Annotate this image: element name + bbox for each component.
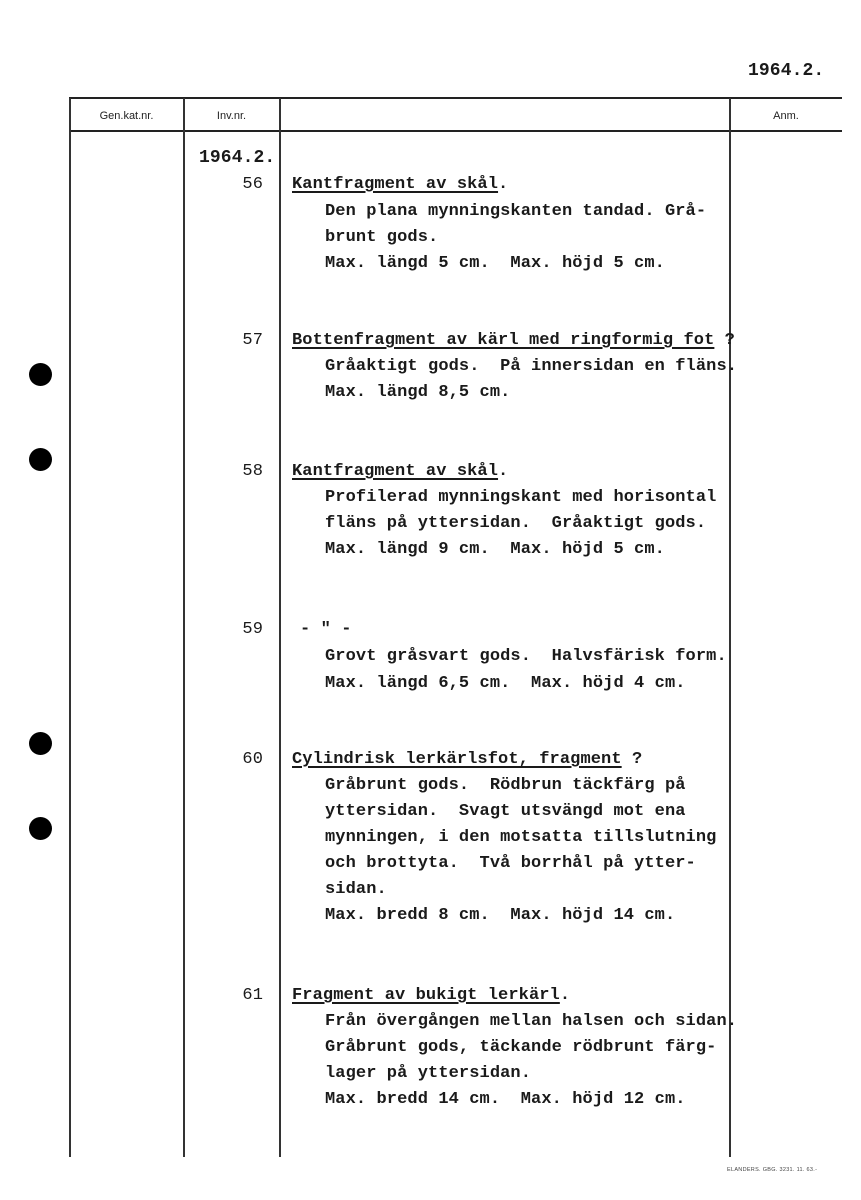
entry-title-text: - " - [300,620,352,639]
entry-title-suffix: ? [714,331,735,350]
entry-title-suffix: . [559,986,571,1005]
entry-line: mynningen, i den motsatta tillslutning [325,828,717,847]
entry-line: Gråaktigt gods. På innersidan en fläns. [325,357,738,376]
entry-line: Profilerad mynningskant med horisontal [325,488,717,507]
punch-hole [29,732,52,755]
entry-line: sidan. [325,880,387,899]
entry-line: Max. längd 8,5 cm. [325,383,511,402]
entry-line: Max. längd 5 cm. Max. höjd 5 cm. [325,254,665,273]
entry-line: och brottyta. Två borrhål på ytter- [325,854,696,873]
header-anm: Anm. [773,110,799,122]
column-divider-text-anm [729,98,731,1157]
entry-line: Den plana mynningskanten tandad. Grå- [325,202,707,221]
header-gen-kat-nr: Gen.kat.nr. [99,110,154,122]
entry-title-suffix: ? [621,750,643,769]
entry-line: lager på yttersidan. [325,1064,532,1083]
entry-line: Max. bredd 14 cm. Max. höjd 12 cm. [325,1090,686,1109]
inv-number: 58 [242,462,263,481]
entry-title-suffix: . [498,175,509,194]
table-top-rule [69,97,842,99]
entry-title-text: Fragment av bukigt lerkärl [292,986,560,1005]
entry-title [292,175,508,195]
column-divider-left [69,98,71,1157]
page-number: 1964.2. [748,61,825,81]
inv-number: 57 [242,331,263,350]
entry-line: yttersidan. Svagt utsvängd mot ena [325,802,686,821]
inv-number: 60 [242,750,263,769]
punch-hole [29,817,52,840]
entry-line: Från övergången mellan halsen och sidan. [325,1012,738,1031]
punch-hole [29,448,52,471]
header-inv-nr: Inv.nr. [216,110,247,122]
entry-line: Gråbrunt gods. Rödbrun täckfärg på [325,776,686,795]
entry-title-text: Cylindrisk lerkärlsfot, fragment [292,750,622,769]
column-divider-inv-text [279,98,281,1157]
entry-line: Gråbrunt gods, täckande rödbrunt färg- [325,1038,717,1057]
entry-title [292,331,735,351]
table-header-rule [69,130,842,132]
entry-title-text: Kantfragment av skål [292,462,499,481]
inv-number: 61 [242,986,263,1005]
inv-number: 56 [242,175,263,194]
entry-title-text: Bottenfragment av kärl med ringformig fot [292,331,715,350]
entry-line: fläns på yttersidan. Gråaktigt gods. [325,514,707,533]
inv-number: 59 [242,620,263,639]
entry-line: Max. längd 9 cm. Max. höjd 5 cm. [325,540,665,559]
entry-title [292,750,642,770]
entry-title [300,620,352,640]
entry-title-suffix: . [498,462,509,481]
series-label: 1964.2. [199,148,276,168]
entry-title [292,462,508,482]
entry-title [292,986,570,1006]
printer-mark: ELANDERS. GBG. 3231. 11. 63.- [727,1167,818,1173]
entry-line: brunt gods. [325,228,439,247]
entry-title-text: Kantfragment av skål [292,175,499,194]
entry-line: Max. bredd 8 cm. Max. höjd 14 cm. [325,906,676,925]
entry-line: Grovt gråsvart gods. Halvsfärisk form. [325,647,727,666]
entry-line: Max. längd 6,5 cm. Max. höjd 4 cm. [325,674,686,693]
punch-hole [29,363,52,386]
